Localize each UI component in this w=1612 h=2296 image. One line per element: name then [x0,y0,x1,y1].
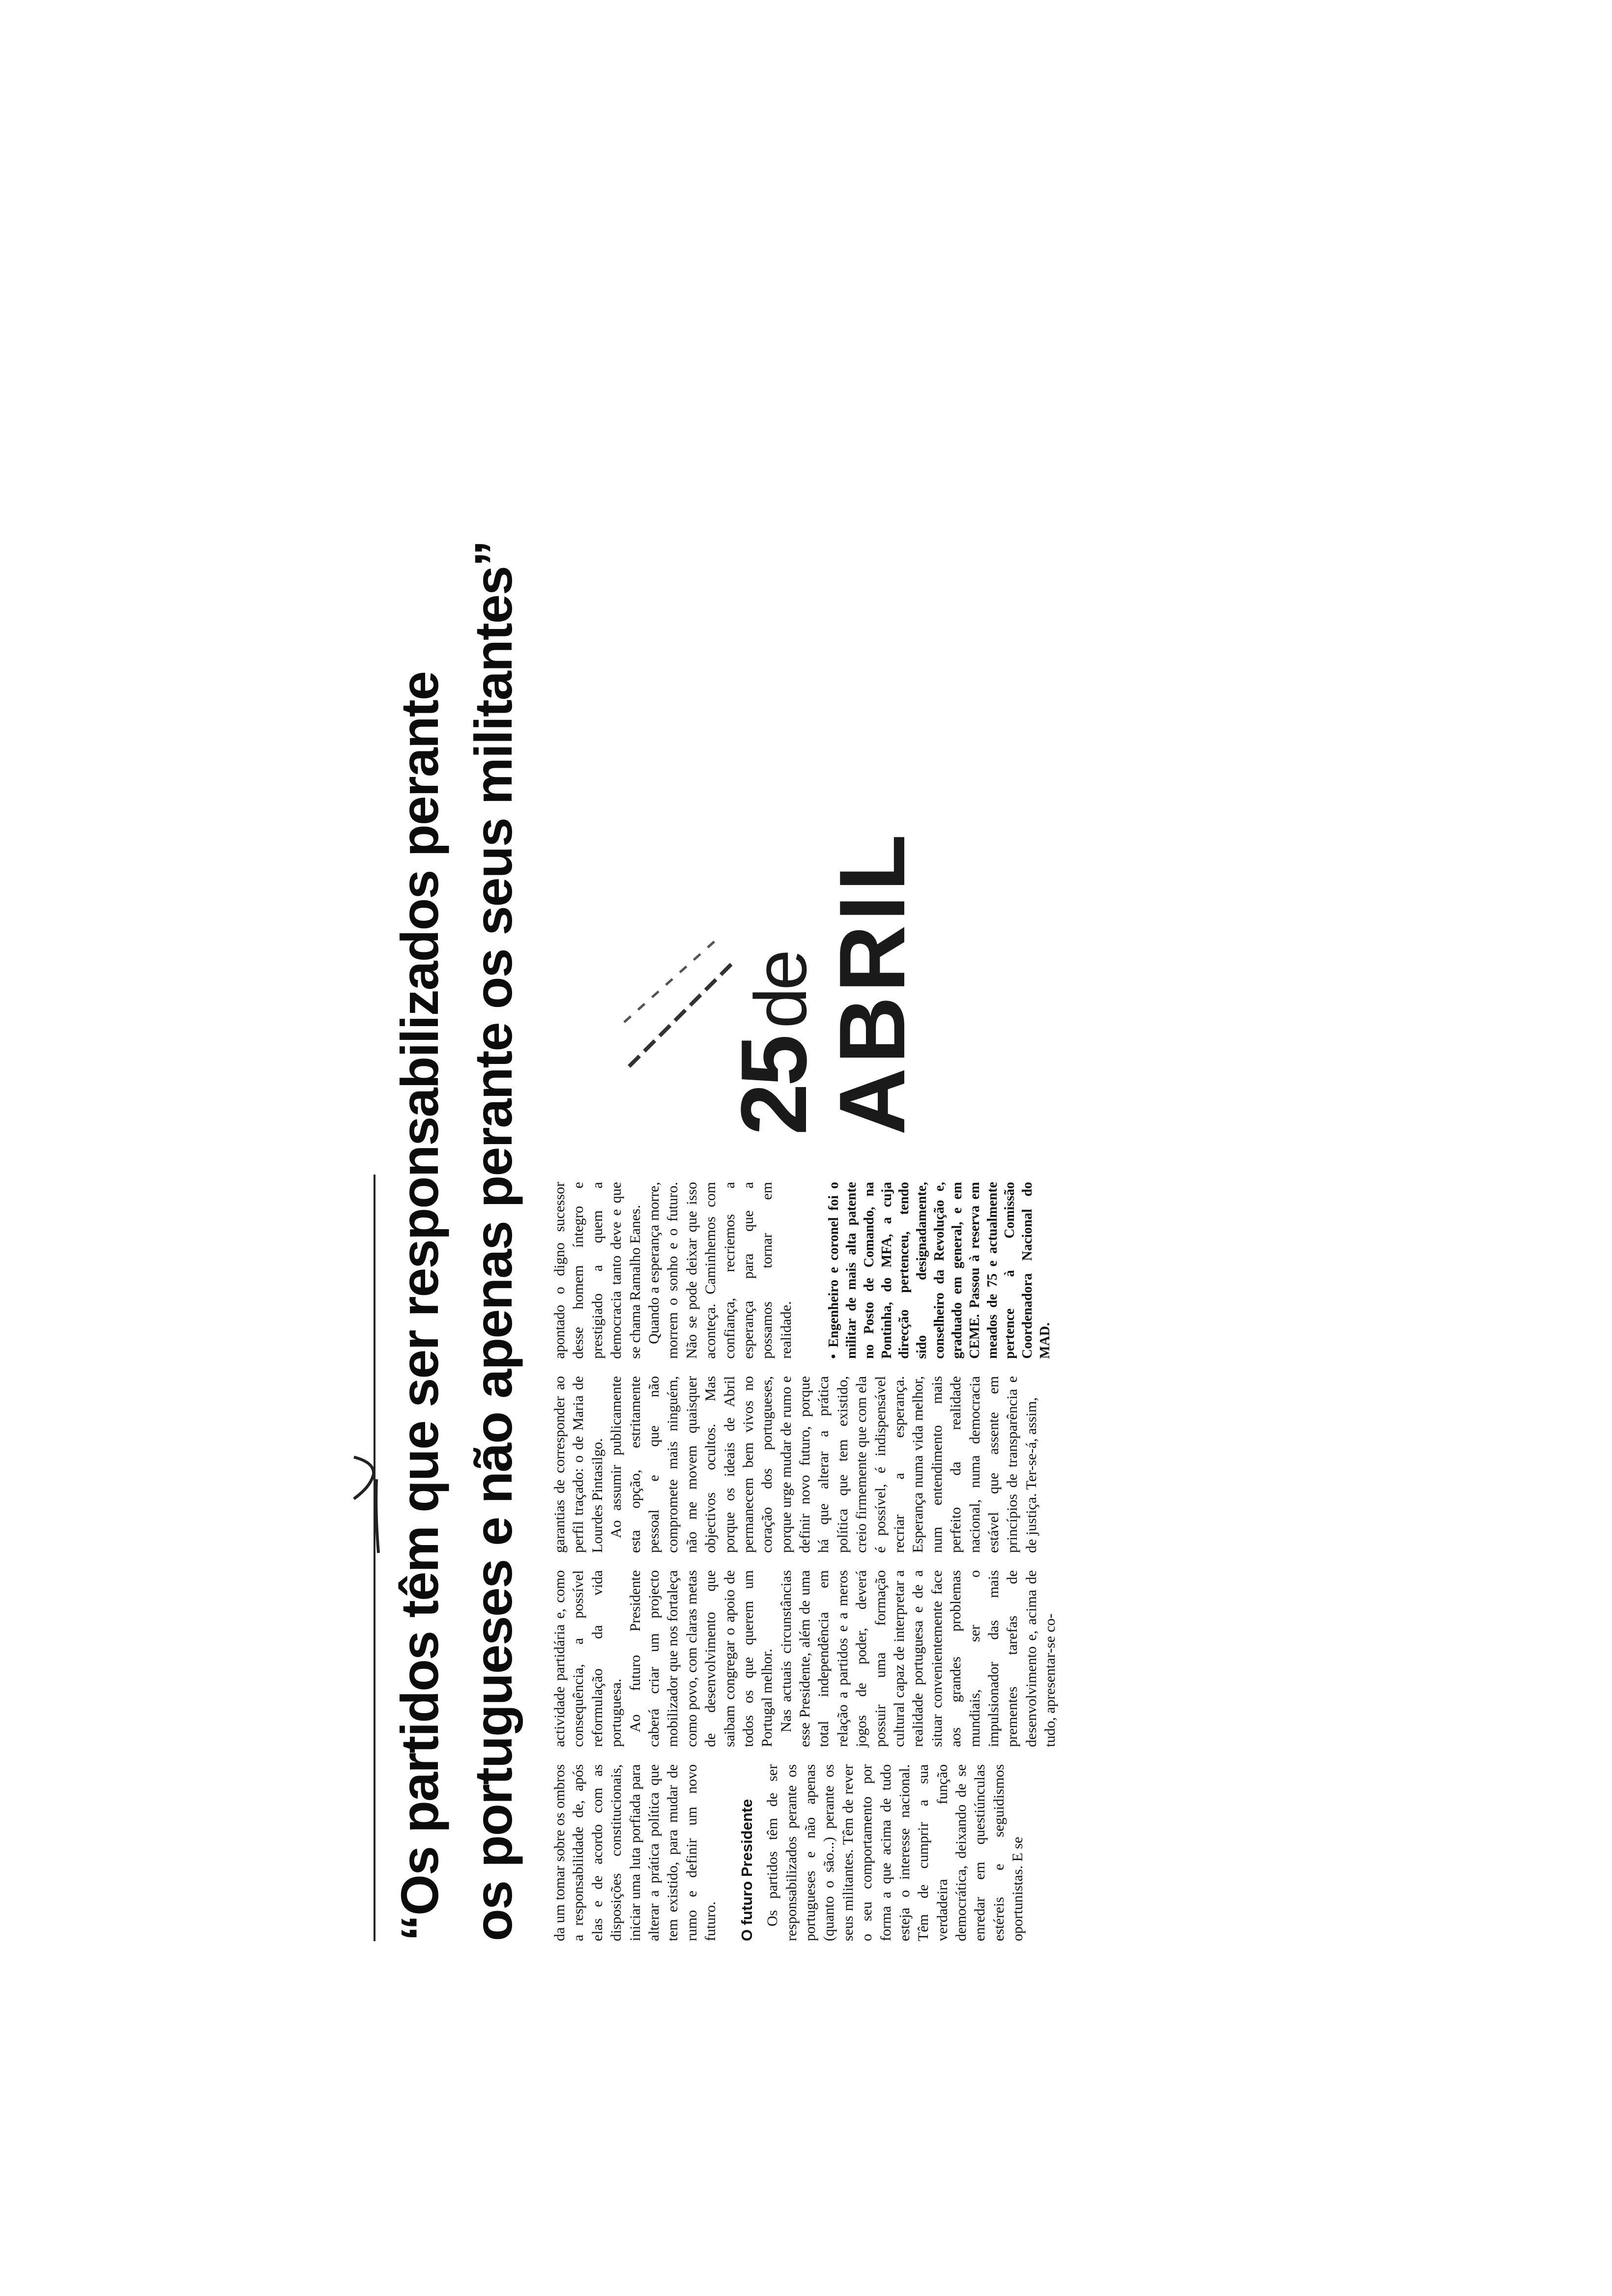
paragraph: Quando a esperança morre, morrem o sonho e o futuro. Não se pode deixar que isso aconteça. Caminhemos com confiança, recriemos a esperança para que a possamos tornar em realidade. [645,1182,794,1359]
author-bio: • Engenheiro e coronel foi o militar de mais alta patente no Posto de Comando, na Pontinha, do MFA, a cuja direcção pertenceu, tendo sido designadamente, conselheiro da Revolução e, graduado em general, e em CEME. Passou à reserva em meados de 75 e actualmente pertence à Comissão Coordenadora Nacional do MAD. [826,1182,1053,1359]
newspaper-clipping [344,541,1238,1941]
paragraph: da um tomar sobre os ombros a responsabilidade de, após elas e de acordo com as disposições constitucionais, iniciar uma luta porfiada para alterar a prática política que tem existido, para mudar de rumo e definir um novo futuro. [551,1764,719,1941]
subheading: O futuro Presidente [738,1799,755,1941]
article-column-4 [550,1182,1054,1359]
paragraph: Nas actuais circunstâncias esse Presidente, além de uma total independência em relação a partidos e a meros jogos de poder, deverá possuir uma formação cultural capaz de interpretar a realidade portuguesa e de a situar convenientemente face aos grandes problemas mundiais, ser o impulsionador das mais prementes tarefas de desenvolvimento e, acima de tudo, apresentar-se co- [777,1570,1059,1747]
paragraph: Os partidos têm de ser responsabilizados perante os portugueses e não apenas (quanto o são...) perante os seus militantes. Têm de rever o seu comportamento por forma a que acima de tudo esteja o interesse nacional. Têm de cumprir a sua verdadeira função democrática, deixando de se enredar em questiúnculas estéreis e seguidismos oportunistas. E se [764,1764,1026,1941]
paragraph: Ao assumir publicamente esta opção, estritamente pessoal e que não compromete mais ninguém, não me movem quaisquer objectivos ocultos. Mas porque os ideais de Abril permanecem bem vivos no coração dos portugueses, porque urge mudar de rumo e definir novo futuro, porque há que alterar a prática política que tem existido, creio firmemente que com ela é possível, é indispensável recriar a esperança. Esperança numa vida melhor, num entendimento mais perfeito da realidade nacional, numa democracia estável que assente em princípios de transparência e de justiça. Ter-se-á, assim, [608,1376,1039,1553]
headline-line-1: “Os partidos têm que ser responsabilizados perante [390,672,449,1941]
headline-line-2: os portugueses e não apenas perante os seus militantes” [463,541,523,1941]
top-rule [374,1175,375,1941]
article-column-3 [550,1376,1041,1553]
article-column-2 [550,1570,1060,1747]
masthead-25-de-abril [722,752,924,1135]
article-column-1 [550,1764,1028,1941]
paragraph: apontado o digno sucessor desse homem íntegro e prestigiado a quem a democracia tanto deve e que se chama Ramalho Eanes. [551,1182,643,1359]
paragraph: actividade partidária e, como consequência, a possível reformulação da vida portuguesa. [551,1570,625,1747]
paragraph: Ao futuro Presidente caberá criar um projecto mobilizador que nos fortaleça como povo, com claras metas de desenvolvimento que saibam congregar o apoio de todos os que querem um Portugal melhor. [627,1570,776,1747]
paragraph: garantias de corresponder ao perfil traçado: o de Maria de Lourdes Pintasilgo. [551,1376,605,1553]
masthead-number: 25de [722,952,826,1135]
masthead-month: ABRIL [820,830,924,1135]
